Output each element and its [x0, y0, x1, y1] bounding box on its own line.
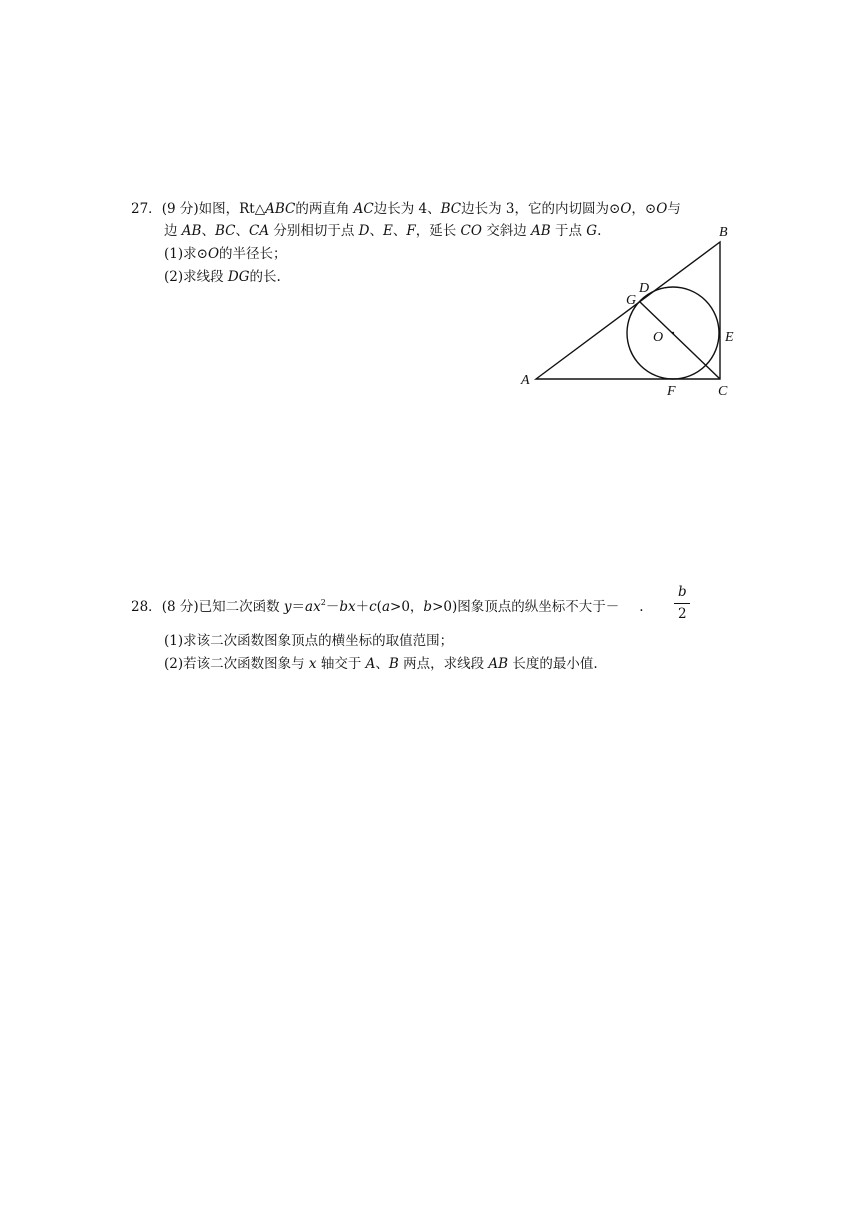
label-o: O — [653, 330, 664, 345]
q28-exponent: 2 — [320, 598, 326, 607]
q27-text: 边 — [164, 223, 182, 239]
q28-text: >0， — [390, 599, 424, 615]
q27-part-2 — [164, 268, 281, 286]
q27-text: 分别相切于点 — [269, 223, 359, 239]
q27-var: DG — [227, 269, 250, 285]
q27-text: (2)求线段 — [164, 269, 228, 285]
q27-text: 边长为 3，它的内切圆为⊙ — [461, 201, 621, 217]
q27-var: G — [586, 223, 598, 239]
q28-text: 轴交于 — [316, 656, 366, 672]
label-f: F — [667, 384, 676, 399]
q27-var: BC — [440, 201, 462, 217]
q27-text: 、 — [369, 223, 383, 239]
q27-text: ，延长 — [415, 223, 461, 239]
q28-text: ＋ — [355, 599, 370, 615]
q27-text: 的长. — [249, 269, 281, 285]
q27-text: 、 — [392, 223, 407, 239]
q28-var: x — [313, 599, 321, 615]
q27-text: 、 — [201, 223, 215, 239]
q28-text: 已知二次函数 — [198, 599, 284, 615]
q28-var: b — [339, 599, 348, 615]
segment-cg — [640, 302, 720, 379]
center-dot — [672, 332, 674, 334]
q27-var: AB — [531, 223, 551, 239]
q28-text: 两点，求线段 — [398, 656, 489, 672]
q28-var: AB — [488, 656, 509, 672]
q28-text: ＝ — [291, 599, 306, 615]
q27-var: BC — [214, 223, 236, 239]
triangle-figure — [500, 215, 760, 410]
q28-var: b — [423, 599, 433, 615]
q27-text: 于点 — [550, 223, 587, 239]
q28-text: 、 — [375, 656, 389, 672]
label-a: A — [521, 373, 530, 388]
q27-text: 的两直角 — [295, 201, 354, 217]
q27-var: D — [358, 223, 370, 239]
q27-var: ABC — [265, 201, 296, 217]
q27-number: 27． — [131, 201, 162, 217]
q28-text: (1)求该二次函数图象顶点的横坐标的取值范围； — [164, 633, 454, 649]
q28-var: y — [283, 599, 292, 615]
q27-text: 交斜边 — [481, 223, 532, 239]
q28-text: ( — [376, 599, 382, 615]
q27-var: O — [656, 201, 668, 217]
q27-var: E — [383, 223, 393, 239]
fraction-bar — [674, 603, 690, 604]
label-e: E — [725, 330, 734, 345]
q28-text: . — [639, 599, 644, 615]
q27-var: AB — [181, 223, 202, 239]
label-c: C — [718, 384, 728, 399]
fraction-b-over-2 — [674, 584, 690, 624]
q27-text: 如图，Rt△ — [198, 201, 266, 217]
label-g: G — [626, 293, 637, 308]
q28-text: 长度的最小值. — [508, 656, 598, 672]
label-b: B — [719, 225, 728, 240]
q27-text: 的半径长； — [219, 246, 287, 262]
q28-text: － — [325, 599, 340, 615]
q27-var: O — [620, 201, 632, 217]
triangle-abc — [536, 242, 720, 379]
q27-score: (9 分) — [161, 201, 199, 217]
q28-var: c — [369, 599, 377, 615]
q27-var: AC — [353, 201, 374, 217]
q27-text: 边长为 4、 — [373, 201, 441, 217]
q28-var: a — [305, 599, 314, 615]
q28-score: (8 分) — [161, 599, 199, 615]
q28-text: (2)若该二次函数图象与 — [164, 656, 309, 672]
q28-var: a — [381, 599, 391, 615]
fraction-numerator: b — [678, 584, 687, 600]
q27-var: CO — [460, 223, 482, 239]
fraction-denominator: 2 — [678, 606, 687, 622]
q27-var: O — [207, 246, 220, 262]
q27-part-1 — [164, 245, 287, 263]
q28-var: A — [365, 656, 376, 672]
q27-text: 、 — [235, 223, 249, 239]
q27-text: 与 — [667, 201, 681, 217]
q28-number: 28． — [131, 599, 162, 615]
q28-part-2 — [164, 655, 598, 673]
q28-var: B — [388, 656, 399, 672]
q28-text: >0)图象顶点的纵坐标不大于－ — [432, 599, 620, 615]
q27-var: F — [406, 223, 416, 239]
q27-text: . — [597, 223, 602, 239]
label-d: D — [639, 281, 650, 296]
q27-text: ，⊙ — [631, 201, 657, 217]
q28-line-1 — [131, 594, 644, 616]
q28-part-1 — [164, 632, 453, 650]
q28-var: x — [308, 656, 317, 672]
q27-var: CA — [248, 223, 270, 239]
q28-var: x — [347, 599, 356, 615]
q27-text: (1)求⊙ — [164, 246, 208, 262]
